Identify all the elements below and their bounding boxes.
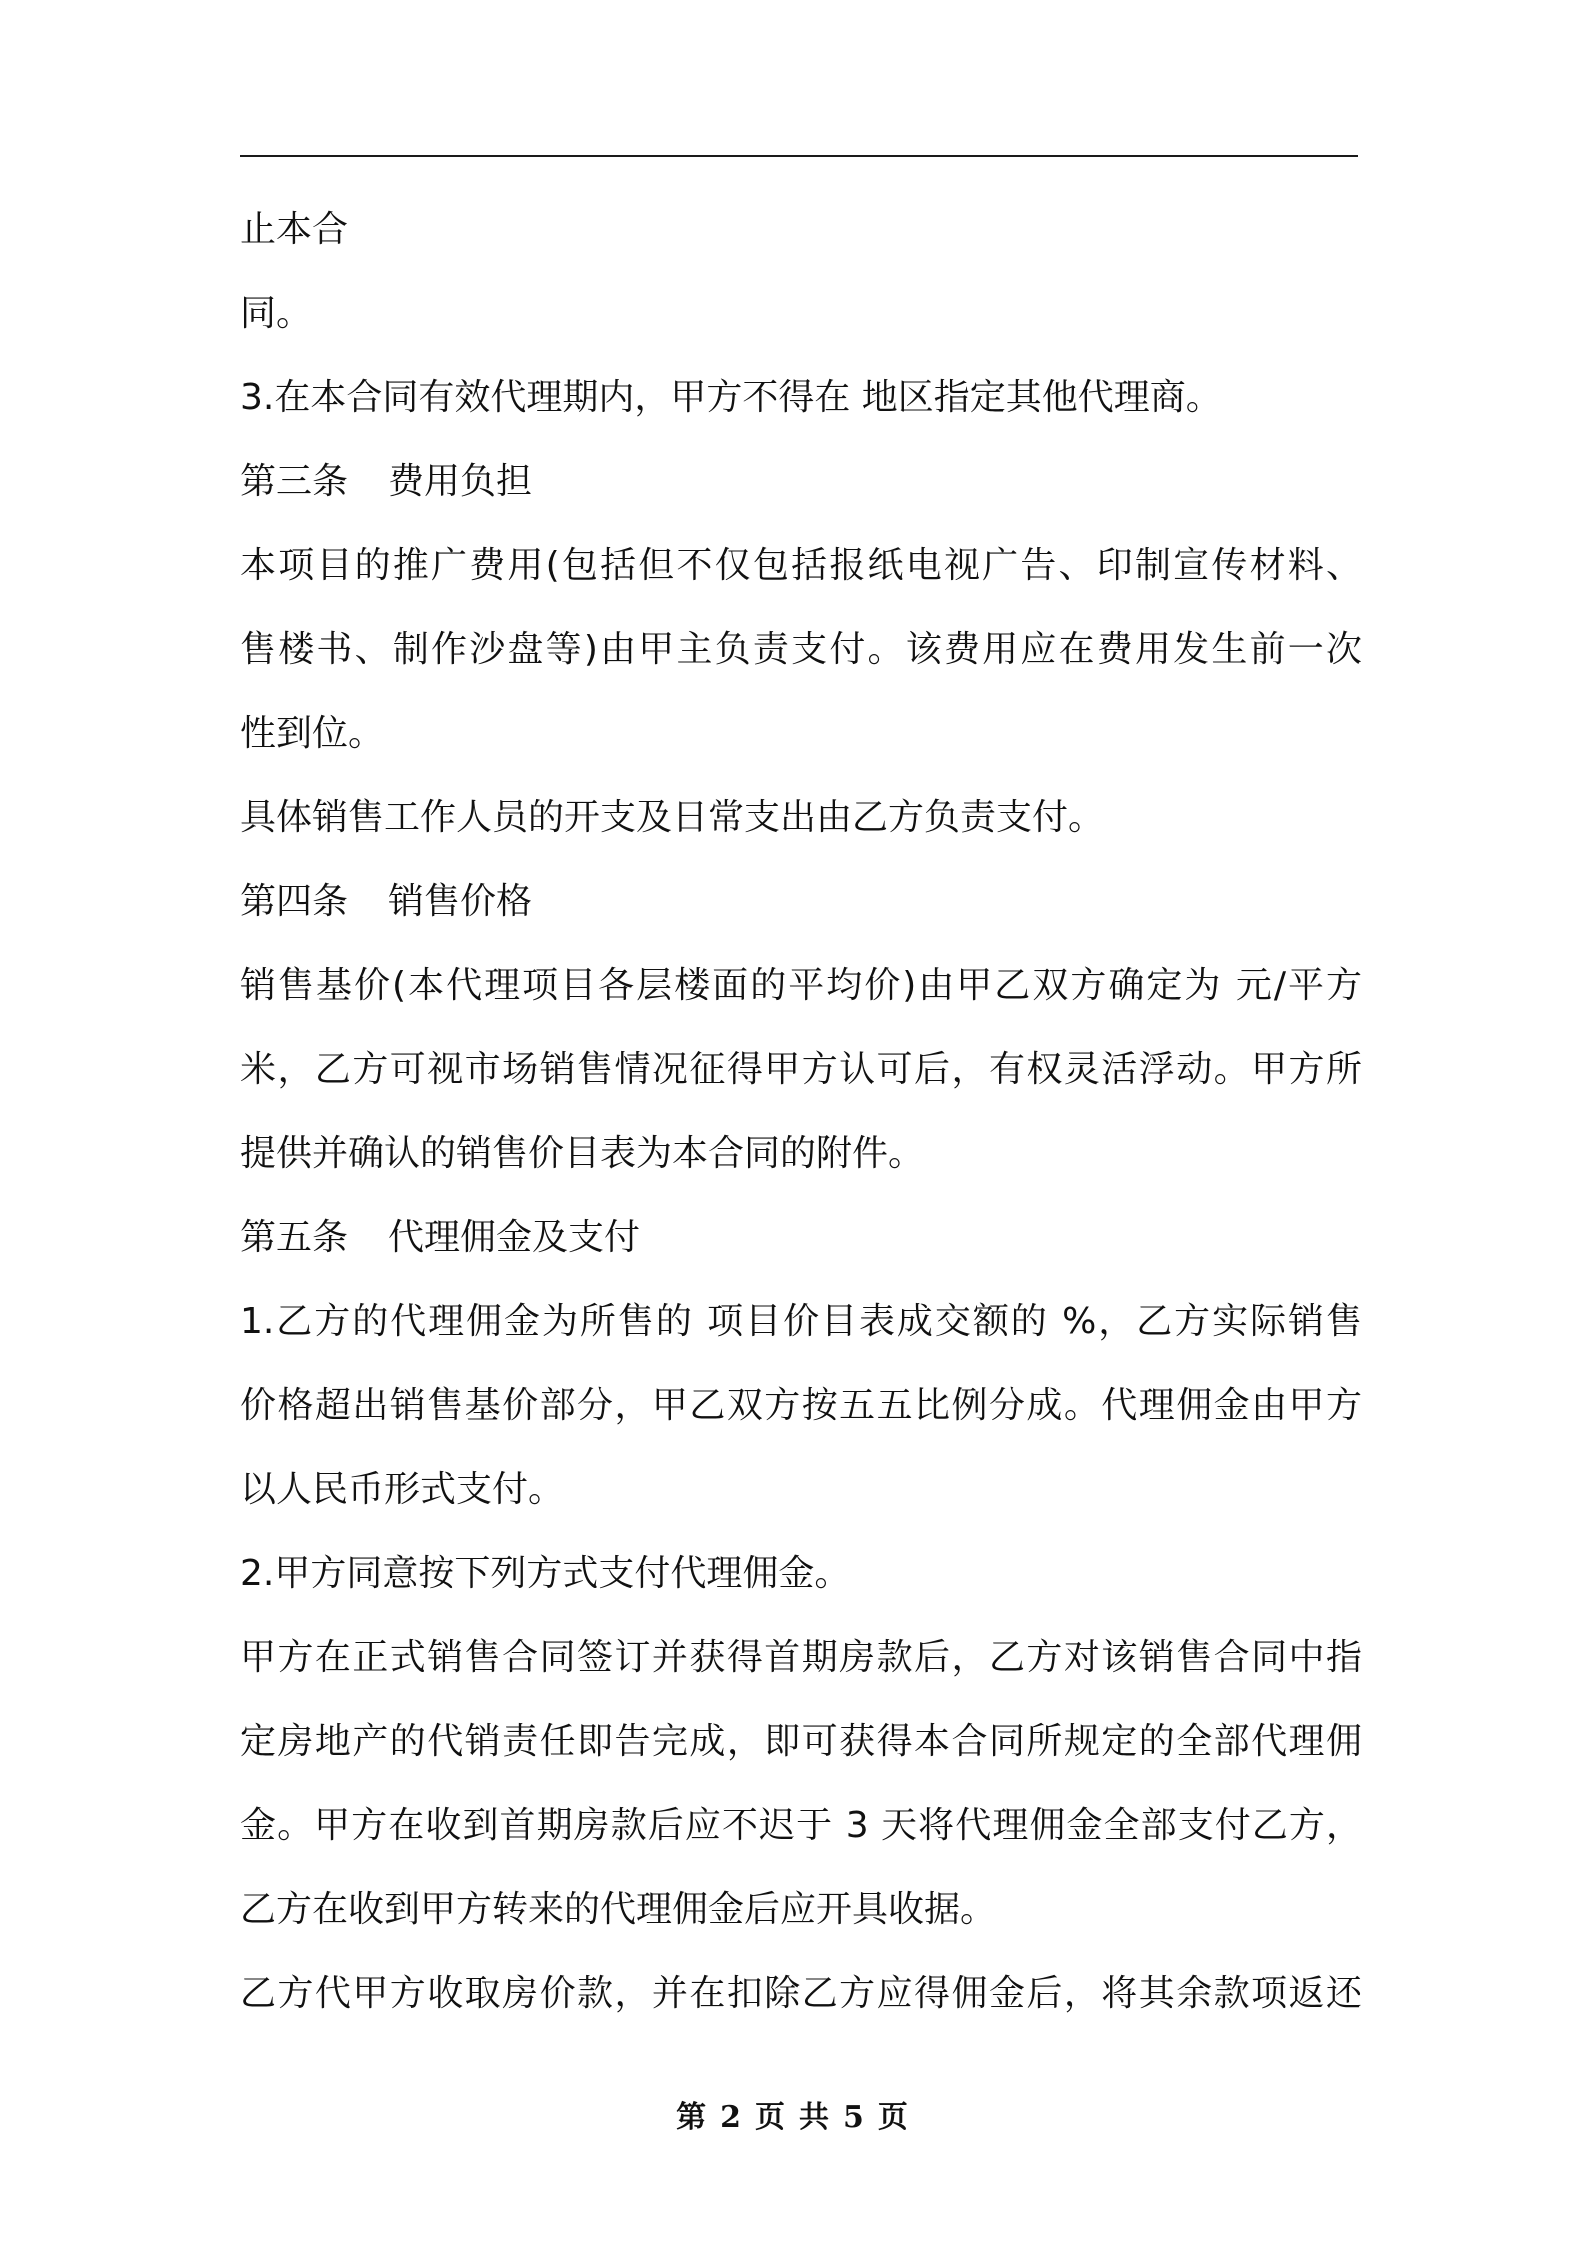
paragraph-line: 乙方代甲方收取房价款，并在扣除乙方应得佣金后，将其余款项返还	[240, 1973, 1362, 2014]
header-rule	[240, 155, 1358, 157]
paragraph-line: 销售基价(本代理项目各层楼面的平均价)由甲乙双方确定为 元/平方	[240, 965, 1362, 1006]
page-footer	[0, 2092, 1586, 2136]
section-title: 费用负担	[388, 461, 533, 502]
paragraph-line: 售楼书、制作沙盘等)由甲主负责支付。该费用应在费用发生前一次	[240, 629, 1362, 670]
footer-prefix: 第	[676, 2100, 709, 2135]
section-number: 第三条	[240, 461, 349, 502]
footer-total-word: 共	[799, 2100, 831, 2135]
paragraph-line: 3.在本合同有效代理期内，甲方不得在 地区指定其他代理商。	[240, 377, 1222, 418]
footer-suffix: 页	[877, 2100, 910, 2135]
footer-page-word: 页	[755, 2100, 787, 2135]
paragraph-line: 具体销售工作人员的开支及日常支出由乙方负责支付。	[240, 797, 1105, 838]
paragraph-line: 定房地产的代销责任即告完成，即可获得本合同所规定的全部代理佣	[240, 1721, 1362, 1762]
section-number: 第四条	[240, 881, 349, 922]
paragraph-line: 同。	[240, 293, 313, 334]
paragraph-line: 提供并确认的销售价目表为本合同的附件。	[240, 1133, 925, 1174]
total-page-number: 5	[843, 2100, 866, 2135]
current-page-number: 2	[720, 2100, 743, 2135]
section-number: 第五条	[240, 1217, 349, 1258]
section-heading	[240, 860, 1362, 944]
paragraph-line: 价格超出销售基价部分，甲乙双方按五五比例分成。代理佣金由甲方	[240, 1385, 1362, 1426]
paragraph-line: 本项目的推广费用(包括但不仅包括报纸电视广告、印制宣传材料、	[240, 545, 1362, 586]
paragraph-line: 金。甲方在收到首期房款后应不迟于 3 天将代理佣金全部支付乙方，	[240, 1805, 1362, 1846]
section-heading	[240, 1196, 1362, 1280]
paragraph-line: 1.乙方的代理佣金为所售的 项目价目表成交额的 %，乙方实际销售	[240, 1301, 1362, 1342]
paragraph-line: 乙方在收到甲方转来的代理佣金后应开具收据。	[240, 1889, 997, 1930]
section-heading	[240, 440, 1362, 524]
paragraph-line: 性到位。	[240, 713, 385, 754]
paragraph-line: 米，乙方可视市场销售情况征得甲方认可后，有权灵活浮动。甲方所	[240, 1049, 1362, 1090]
document-body	[240, 188, 1362, 2036]
paragraph-line: 止本合	[240, 209, 349, 250]
paragraph-line: 以人民币形式支付。	[240, 1469, 565, 1510]
section-title: 代理佣金及支付	[388, 1217, 641, 1258]
paragraph-line: 2.甲方同意按下列方式支付代理佣金。	[240, 1553, 851, 1594]
paragraph-line: 甲方在正式销售合同签订并获得首期房款后，乙方对该销售合同中指	[240, 1637, 1362, 1678]
section-title: 销售价格	[388, 881, 533, 922]
